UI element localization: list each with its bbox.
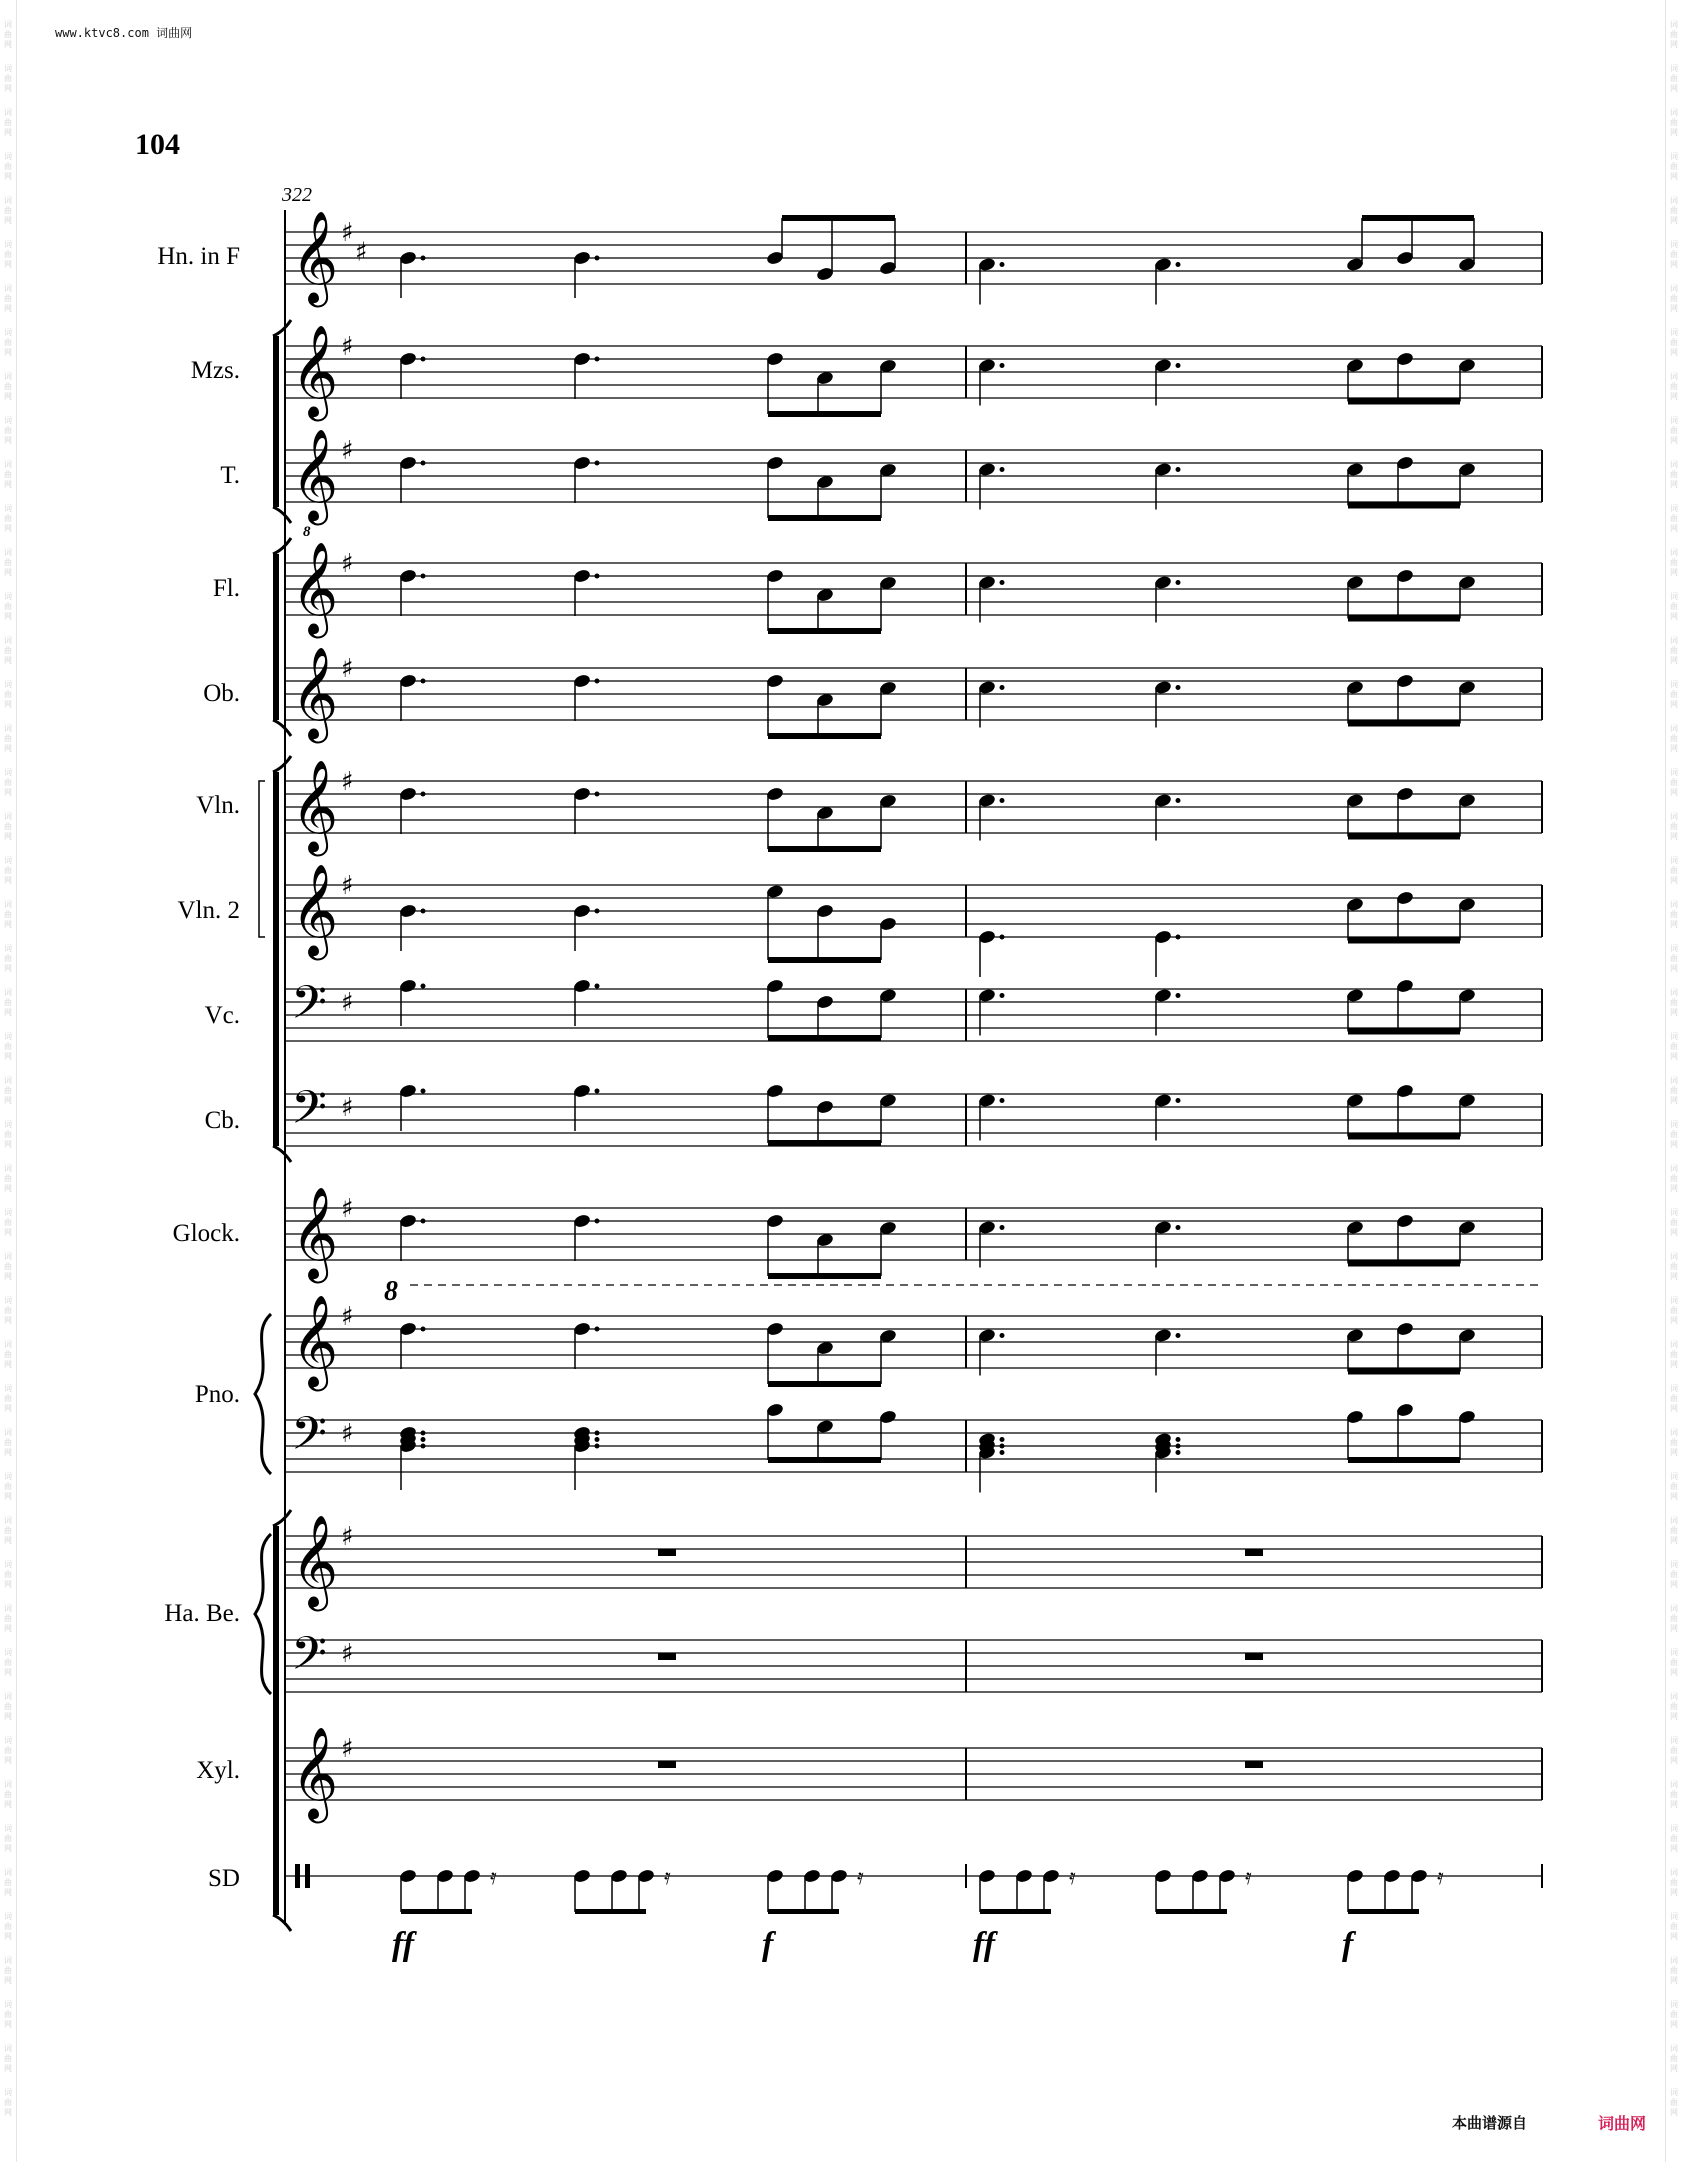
sharp-accidental: ♯ xyxy=(341,436,354,466)
watermark-glyph: 词 曲 网 xyxy=(4,1956,12,1985)
augmentation-dot xyxy=(421,1089,426,1094)
piano-brace xyxy=(255,1314,271,1474)
augmentation-dot xyxy=(1176,935,1181,940)
watermark-glyph: 词 曲 网 xyxy=(4,724,12,753)
augmentation-dot xyxy=(421,679,426,684)
watermark-glyph: 词 曲 网 xyxy=(1670,812,1678,841)
watermark-glyph: 词 曲 网 xyxy=(4,20,12,49)
watermark-glyph: 词 曲 网 xyxy=(1670,1340,1678,1369)
watermark-glyph: 词 曲 网 xyxy=(4,1076,12,1105)
sharp-accidental: ♯ xyxy=(355,237,368,268)
augmentation-dot xyxy=(421,1437,426,1442)
watermark-glyph: 词 曲 网 xyxy=(1670,680,1678,709)
bass-clef: 𝄢 xyxy=(291,1081,328,1146)
sixteenth-rest: 𝄿 xyxy=(1437,1865,1444,1890)
watermark-glyph: 词 曲 网 xyxy=(4,64,12,93)
watermark-glyph: 词 曲 网 xyxy=(1670,592,1678,621)
watermark-glyph: 词 曲 网 xyxy=(1670,548,1678,577)
beam xyxy=(1348,721,1460,727)
bracket-voices-hook xyxy=(273,507,291,523)
watermark-glyph: 词 曲 网 xyxy=(1670,1472,1678,1501)
watermark-glyph: 词 曲 网 xyxy=(1670,196,1678,225)
sixteenth-rest: 𝄿 xyxy=(664,1865,671,1890)
watermark-glyph: 词 曲 网 xyxy=(1670,944,1678,973)
watermark-glyph: 词 曲 网 xyxy=(4,1780,12,1809)
augmentation-dot xyxy=(595,1089,600,1094)
bracket-strings-hook xyxy=(273,1146,291,1162)
beam xyxy=(768,628,881,634)
beam xyxy=(768,515,881,521)
instrument-label-contrabass: Cb. xyxy=(204,1107,240,1134)
footer-credit: 本曲谱源自 xyxy=(1452,2114,1528,2132)
sharp-accidental: ♯ xyxy=(341,1419,354,1449)
watermark-glyph: 词 曲 网 xyxy=(1670,1648,1678,1677)
watermark-glyph: 词 曲 网 xyxy=(4,1516,12,1545)
beam xyxy=(575,1909,646,1914)
watermark-glyph: 词 曲 网 xyxy=(1670,1384,1678,1413)
watermark-glyph: 词 曲 网 xyxy=(1670,1032,1678,1061)
treble-clef: 𝄞 xyxy=(291,863,339,956)
augmentation-dot xyxy=(1000,1098,1005,1103)
sharp-accidental: ♯ xyxy=(341,871,354,901)
augmentation-dot xyxy=(1176,685,1181,690)
watermark-glyph: 词 曲 网 xyxy=(4,504,12,533)
watermark-glyph: 词 曲 网 xyxy=(1670,1736,1678,1765)
augmentation-dot xyxy=(1176,262,1181,267)
watermark-glyph: 词 曲 网 xyxy=(4,240,12,269)
watermark-glyph: 词 曲 网 xyxy=(1670,1252,1678,1281)
beam xyxy=(980,1909,1051,1914)
beam xyxy=(1348,834,1460,840)
watermark-glyph: 词 曲 网 xyxy=(1670,856,1678,885)
watermark-glyph: 词 曲 网 xyxy=(1670,900,1678,929)
watermark-glyph: 词 曲 网 xyxy=(4,372,12,401)
instrument-label-flute: Fl. xyxy=(212,575,240,602)
sixteenth-rest: 𝄿 xyxy=(1245,1865,1252,1890)
augmentation-dot xyxy=(1176,1333,1181,1338)
sharp-accidental: ♯ xyxy=(341,1194,354,1224)
beam xyxy=(768,733,881,739)
beam xyxy=(401,1909,472,1914)
watermark-glyph: 词 曲 网 xyxy=(4,1472,12,1501)
instrument-label-violin1: Vln. xyxy=(196,792,240,819)
augmentation-dot xyxy=(1176,363,1181,368)
augmentation-dot xyxy=(1000,935,1005,940)
augmentation-dot xyxy=(595,1431,600,1436)
beam xyxy=(782,215,895,221)
beam xyxy=(1348,616,1460,622)
augmentation-dot xyxy=(1176,1450,1181,1455)
watermark-glyph: 词 曲 网 xyxy=(4,900,12,929)
treble-clef: 𝄞 xyxy=(291,541,339,634)
sixteenth-rest: 𝄿 xyxy=(490,1865,497,1890)
watermark-glyph: 词 曲 网 xyxy=(1670,372,1678,401)
watermark-glyph: 词 曲 网 xyxy=(1670,1516,1678,1545)
watermark-glyph: 词 曲 网 xyxy=(4,152,12,181)
watermark-glyph: 词 曲 网 xyxy=(4,1736,12,1765)
dynamic-marking: f xyxy=(1342,1926,1354,1963)
watermark-glyph: 词 曲 网 xyxy=(1670,152,1678,181)
watermark-glyph: 词 曲 网 xyxy=(1670,1208,1678,1237)
augmentation-dot xyxy=(595,679,600,684)
watermark-glyph: 词 曲 网 xyxy=(4,1032,12,1061)
instrument-label-harp: Ha. Be. xyxy=(164,1600,240,1627)
watermark-glyph: 词 曲 网 xyxy=(4,812,12,841)
watermark-glyph: 词 曲 网 xyxy=(1670,1868,1678,1897)
watermark-glyph: 词 曲 网 xyxy=(4,1252,12,1281)
watermark-glyph: 词 曲 网 xyxy=(1670,1560,1678,1589)
watermark-glyph: 词 曲 网 xyxy=(4,1604,12,1633)
beam xyxy=(768,1140,881,1146)
augmentation-dot xyxy=(1176,1444,1181,1449)
augmentation-dot xyxy=(1176,1225,1181,1230)
watermark-glyph: 词 曲 网 xyxy=(4,1428,12,1457)
beam xyxy=(1362,215,1474,221)
watermark-glyph: 词 曲 网 xyxy=(1670,1604,1678,1633)
bass-clef: 𝄢 xyxy=(291,1627,328,1692)
watermark-glyph: 词 曲 网 xyxy=(1670,284,1678,313)
whole-rest xyxy=(1245,1653,1263,1660)
augmentation-dot xyxy=(595,984,600,989)
watermark-glyph: 词 曲 网 xyxy=(1670,20,1678,49)
whole-rest xyxy=(658,1653,676,1660)
watermark-glyph: 词 曲 网 xyxy=(1670,988,1678,1017)
sharp-accidental: ♯ xyxy=(341,988,354,1018)
watermark-glyph: 词 曲 网 xyxy=(1670,460,1678,489)
augmentation-dot xyxy=(595,256,600,261)
sharp-accidental: ♯ xyxy=(341,1734,354,1764)
watermark-glyph: 词 曲 网 xyxy=(1670,2000,1678,2029)
watermark-glyph: 词 曲 网 xyxy=(4,2044,12,2073)
treble-clef: 𝄞 xyxy=(291,646,339,739)
augmentation-dot xyxy=(1176,798,1181,803)
augmentation-dot xyxy=(595,357,600,362)
augmentation-dot xyxy=(595,574,600,579)
watermark-glyph: 词 曲 网 xyxy=(1670,1912,1678,1941)
instrument-label-mezzo: Mzs. xyxy=(190,357,240,384)
sharp-accidental: ♯ xyxy=(341,1093,354,1123)
treble-clef: 𝄞 xyxy=(291,1726,339,1819)
augmentation-dot xyxy=(1000,993,1005,998)
augmentation-dot xyxy=(421,357,426,362)
harp-brace xyxy=(255,1534,271,1694)
watermark-glyph: 词 曲 网 xyxy=(1670,108,1678,137)
augmentation-dot xyxy=(1176,1437,1181,1442)
watermark-glyph: 词 曲 网 xyxy=(4,1296,12,1325)
augmentation-dot xyxy=(421,1444,426,1449)
bracket-strings-hook xyxy=(273,756,291,772)
measure-number: 322 xyxy=(282,184,312,206)
watermark-glyph: 词 曲 网 xyxy=(4,1868,12,1897)
augmentation-dot xyxy=(1000,262,1005,267)
augmentation-dot xyxy=(421,984,426,989)
augmentation-dot xyxy=(595,461,600,466)
watermark-glyph: 词 曲 网 xyxy=(1670,1428,1678,1457)
augmentation-dot xyxy=(595,1219,600,1224)
augmentation-dot xyxy=(421,574,426,579)
sixteenth-rest: 𝄿 xyxy=(857,1865,864,1890)
augmentation-dot xyxy=(1176,580,1181,585)
beam xyxy=(1348,1029,1460,1035)
watermark-glyph: 词 曲 网 xyxy=(1670,1692,1678,1721)
watermark-glyph: 词 曲 网 xyxy=(4,1824,12,1853)
beam xyxy=(768,1381,881,1387)
dynamic-marking: ff xyxy=(973,1926,996,1963)
augmentation-dot xyxy=(1000,580,1005,585)
watermark-glyph: 词 曲 网 xyxy=(4,944,12,973)
watermark-glyph: 词 曲 网 xyxy=(4,856,12,885)
watermark-glyph: 词 曲 网 xyxy=(1670,328,1678,357)
sharp-accidental: ♯ xyxy=(341,218,354,248)
watermark-glyph: 词 曲 网 xyxy=(4,460,12,489)
watermark-glyph: 词 曲 网 xyxy=(1670,1076,1678,1105)
beam xyxy=(1348,1909,1419,1914)
beam xyxy=(768,411,881,417)
augmentation-dot xyxy=(1176,1098,1181,1103)
page-number: 104 xyxy=(135,128,180,161)
bracket-percussion-hook xyxy=(273,1915,291,1931)
augmentation-dot xyxy=(595,1437,600,1442)
augmentation-dot xyxy=(595,1444,600,1449)
watermark-glyph: 词 曲 网 xyxy=(1670,504,1678,533)
watermark-glyph: 词 曲 网 xyxy=(1670,2088,1678,2117)
bass-clef: 𝄢 xyxy=(291,1407,328,1472)
bracket-winds-hook xyxy=(273,538,291,554)
augmentation-dot xyxy=(1000,1444,1005,1449)
instrument-label-xylophone: Xyl. xyxy=(196,1757,240,1784)
bracket-voices-hook xyxy=(273,320,291,336)
watermark-glyph: 词 曲 网 xyxy=(4,284,12,313)
watermark-glyph: 词 曲 网 xyxy=(1670,64,1678,93)
beam xyxy=(1348,503,1460,509)
sharp-accidental: ♯ xyxy=(341,332,354,362)
beam xyxy=(768,1035,881,1041)
ottava-mark: 8 xyxy=(384,1276,398,1307)
beam xyxy=(768,1273,881,1279)
bracket-winds-hook xyxy=(273,720,291,736)
whole-rest xyxy=(1245,1761,1263,1768)
treble-clef: 𝄞 xyxy=(291,759,339,852)
instrument-label-cello: Vc. xyxy=(204,1002,240,1029)
bass-clef: 𝄢 xyxy=(291,976,328,1041)
instrument-label-tenor: T. xyxy=(220,462,240,489)
watermark-glyph: 词 曲 网 xyxy=(4,988,12,1017)
sharp-accidental: ♯ xyxy=(341,1302,354,1332)
instrument-label-horn: Hn. in F xyxy=(157,243,240,270)
beam xyxy=(768,957,881,963)
augmentation-dot xyxy=(1000,1437,1005,1442)
watermark-glyph: 词 曲 网 xyxy=(1670,1780,1678,1809)
instrument-label-glockenspiel: Glock. xyxy=(172,1220,240,1247)
beam xyxy=(1348,1261,1460,1267)
augmentation-dot xyxy=(421,1219,426,1224)
augmentation-dot xyxy=(421,909,426,914)
watermark-glyph: 词 曲 网 xyxy=(4,592,12,621)
augmentation-dot xyxy=(1000,798,1005,803)
watermark-glyph: 词 曲 网 xyxy=(1670,416,1678,445)
augmentation-dot xyxy=(1000,1333,1005,1338)
beam xyxy=(1156,1909,1227,1914)
watermark-glyph: 词 曲 网 xyxy=(4,2000,12,2029)
watermark-glyph: 词 曲 网 xyxy=(1670,1824,1678,1853)
augmentation-dot xyxy=(1000,467,1005,472)
instrument-label-piano: Pno. xyxy=(194,1381,240,1408)
header-source-url: www.ktvc8.com 词曲网 xyxy=(55,26,193,40)
watermark-glyph: 词 曲 网 xyxy=(4,416,12,445)
watermark-glyph: 词 曲 网 xyxy=(1670,1120,1678,1149)
watermark-glyph: 词 曲 网 xyxy=(4,108,12,137)
watermark-glyph: 词 曲 网 xyxy=(4,1912,12,1941)
watermark-glyph: 词 曲 网 xyxy=(1670,768,1678,797)
sixteenth-rest: 𝄿 xyxy=(1069,1865,1076,1890)
augmentation-dot xyxy=(421,461,426,466)
watermark-glyph: 词 曲 网 xyxy=(4,328,12,357)
watermark-glyph: 词 曲 网 xyxy=(4,1164,12,1193)
augmentation-dot xyxy=(421,1327,426,1332)
watermark-glyph: 词 曲 网 xyxy=(1670,1164,1678,1193)
beam xyxy=(1348,1134,1460,1140)
beam xyxy=(1348,1369,1460,1375)
augmentation-dot xyxy=(1176,993,1181,998)
treble-clef: 𝄞 xyxy=(291,1514,339,1607)
treble-clef: 𝄞 xyxy=(291,428,339,521)
watermark-glyph: 词 曲 网 xyxy=(4,636,12,665)
beam xyxy=(768,1457,881,1463)
bracket-percussion-hook xyxy=(273,1510,291,1526)
augmentation-dot xyxy=(1000,363,1005,368)
percussion-clef xyxy=(305,1864,310,1888)
watermark-glyph: 词 曲 网 xyxy=(4,1340,12,1369)
augmentation-dot xyxy=(421,256,426,261)
percussion-clef xyxy=(295,1864,300,1888)
watermark-glyph: 词 曲 网 xyxy=(4,548,12,577)
watermark-glyph: 词 曲 网 xyxy=(1670,724,1678,753)
sharp-accidental: ♯ xyxy=(341,1522,354,1552)
whole-rest xyxy=(658,1761,676,1768)
instrument-label-oboe: Ob. xyxy=(203,680,240,707)
dynamic-marking: ff xyxy=(392,1926,415,1963)
watermark-glyph: 词 曲 网 xyxy=(4,1384,12,1413)
treble-clef: 𝄞 xyxy=(291,1294,339,1387)
bracket-winds xyxy=(273,554,279,720)
violin-subbracket xyxy=(259,781,265,937)
watermark-glyph: 词 曲 网 xyxy=(1670,1296,1678,1325)
beam xyxy=(768,846,881,852)
watermark-glyph: 词 曲 网 xyxy=(4,680,12,709)
watermark-glyph: 词 曲 网 xyxy=(4,1560,12,1589)
whole-rest xyxy=(658,1549,676,1556)
augmentation-dot xyxy=(1000,1450,1005,1455)
watermark-glyph: 词 曲 网 xyxy=(4,1692,12,1721)
augmentation-dot xyxy=(595,909,600,914)
bracket-percussion xyxy=(273,1526,279,1915)
watermark-glyph: 词 曲 网 xyxy=(1670,1956,1678,1985)
clef-octave: 8 xyxy=(303,524,311,540)
instrument-label-violin2: Vln. 2 xyxy=(177,897,240,924)
sharp-accidental: ♯ xyxy=(341,1639,354,1669)
instrument-label-snare: SD xyxy=(208,1865,240,1892)
watermark-glyph: 词 曲 网 xyxy=(4,1120,12,1149)
watermark-glyph: 词 曲 网 xyxy=(1670,240,1678,269)
augmentation-dot xyxy=(1176,467,1181,472)
augmentation-dot xyxy=(595,1327,600,1332)
augmentation-dot xyxy=(595,792,600,797)
bracket-strings xyxy=(273,772,279,1146)
beam xyxy=(1348,399,1460,405)
beam xyxy=(1348,1457,1460,1463)
watermark-glyph: 词 曲 网 xyxy=(4,1648,12,1677)
whole-rest xyxy=(1245,1549,1263,1556)
footer-site-logo: 词曲网 xyxy=(1598,2114,1647,2133)
watermark-glyph: 词 曲 网 xyxy=(4,1208,12,1237)
sharp-accidental: ♯ xyxy=(341,654,354,684)
sharp-accidental: ♯ xyxy=(341,549,354,579)
beam xyxy=(1348,938,1460,944)
watermark-glyph: 词 曲 网 xyxy=(4,2088,12,2117)
treble-clef: 𝄞 xyxy=(291,1186,339,1279)
treble-clef: 𝄞 xyxy=(291,210,339,303)
augmentation-dot xyxy=(1000,685,1005,690)
treble-clef: 𝄞 xyxy=(291,324,339,417)
augmentation-dot xyxy=(1000,1225,1005,1230)
watermark-glyph: 词 曲 网 xyxy=(4,196,12,225)
dynamic-marking: f xyxy=(762,1926,774,1963)
sharp-accidental: ♯ xyxy=(341,767,354,797)
beam xyxy=(768,1909,839,1914)
augmentation-dot xyxy=(421,1431,426,1436)
watermark-glyph: 词 曲 网 xyxy=(1670,636,1678,665)
augmentation-dot xyxy=(421,792,426,797)
bracket-voices xyxy=(273,336,279,507)
watermark-glyph: 词 曲 网 xyxy=(4,768,12,797)
watermark-glyph: 词 曲 网 xyxy=(1670,2044,1678,2073)
